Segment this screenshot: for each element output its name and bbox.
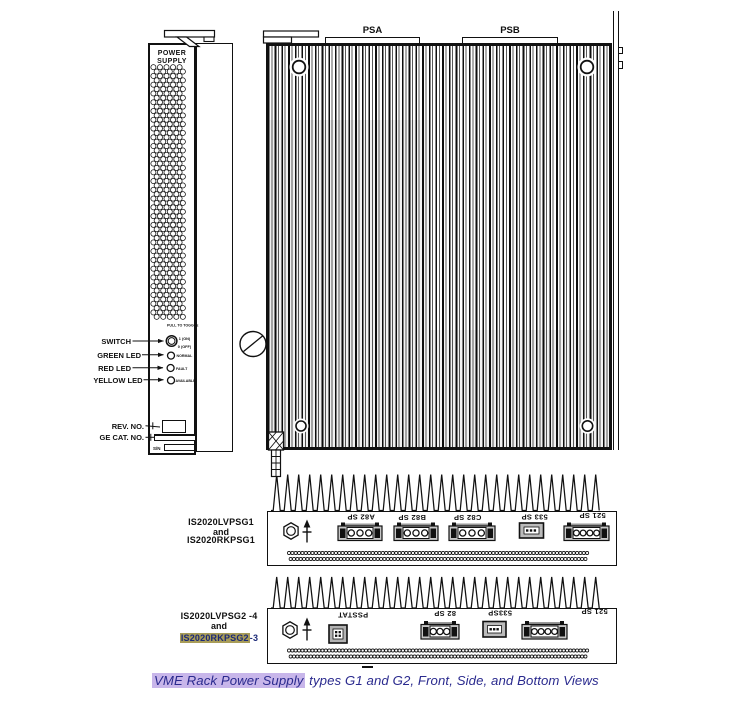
fault-text: FAULT: [176, 366, 188, 371]
bottom-view-2-connectors: [329, 607, 608, 643]
green-led: [168, 352, 175, 359]
connector-label: B82 SP: [398, 513, 426, 523]
part-number-highlight: IS2020RKPSG2: [180, 633, 249, 643]
connector-label: C82 SP: [453, 513, 482, 523]
yellow-led-callout-label: YELLOW LED: [93, 375, 143, 385]
part-number-g2-line1: IS2020LVPSG2 -4: [180, 610, 258, 621]
normal-text: NORMAL: [176, 354, 193, 358]
connector-label: 521 SP: [579, 511, 606, 521]
screw-hole: [293, 61, 306, 74]
bottom-view-2-vent-holes: [287, 649, 588, 658]
green-led-callout-label: GREEN LED: [97, 350, 141, 360]
part-number-suffix: -3: [249, 633, 259, 643]
toggle-switch-inner[interactable]: [168, 338, 175, 345]
available-text: AVAILABLE: [175, 379, 196, 383]
part-number-g1-line1: IS2020LVPSG1: [188, 516, 254, 527]
connector-label: PSSTAT: [337, 610, 369, 620]
panel-handle-bar: [165, 31, 215, 38]
panel-handle-step: [204, 37, 214, 42]
pull-to-toggle-text: PULL TO TOGGLE: [167, 323, 199, 328]
serial-no-text: S/N: [153, 446, 161, 451]
connector-label: 521 SP: [581, 607, 608, 617]
caption-highlighted-text: VME Rack Power Supply: [154, 673, 304, 688]
side-latch-plate: [264, 37, 292, 43]
yellow-led: [168, 377, 175, 384]
red-led-callout-label: RED LED: [98, 363, 131, 373]
part-number-g1-line3: IS2020RKPSG1: [187, 534, 255, 545]
ground-symbol: [304, 618, 311, 626]
part-number-g2-line2: and: [210, 620, 227, 631]
rev-no-label: REV. NO.: [111, 421, 144, 431]
screw-hole: [296, 421, 306, 431]
psb-label: PSB: [500, 25, 520, 36]
panel-handle-hook: [177, 37, 199, 47]
switch-on-text: 1 (ON): [178, 336, 191, 341]
front-panel-vent-holes: [151, 65, 186, 320]
ground-symbol: [304, 520, 311, 528]
bottom-view-2-fins: [271, 577, 599, 608]
switch-off-text: 0 (OFF): [177, 344, 192, 349]
caption-rest-text: types G1 and G2, Front, Side, and Bottom Views: [305, 673, 599, 688]
connector-label: 82 SP: [434, 609, 456, 619]
screw-hole: [581, 61, 594, 74]
ge-cat-no-label: GE CAT. NO.: [99, 433, 144, 442]
power-supply-title-line1: POWER: [157, 50, 187, 57]
psa-label: PSA: [362, 25, 383, 36]
connector-label: A82 SP: [347, 512, 375, 522]
screw-hole: [582, 421, 592, 431]
connector-label: 533SP: [487, 608, 513, 618]
connector-label: 533 SP: [521, 512, 548, 522]
bottom-view-1-vent-holes: [287, 551, 588, 560]
red-led: [167, 365, 174, 372]
bottom-view-1-connectors: [338, 511, 609, 540]
switch-callout-label: SWITCH: [101, 337, 131, 346]
bottom-view-1-fins: [271, 475, 599, 511]
power-supply-title-line2: SUPPLY: [157, 58, 187, 65]
side-latch-plate: [264, 31, 319, 37]
part-number-g1-line2: and: [212, 526, 229, 537]
